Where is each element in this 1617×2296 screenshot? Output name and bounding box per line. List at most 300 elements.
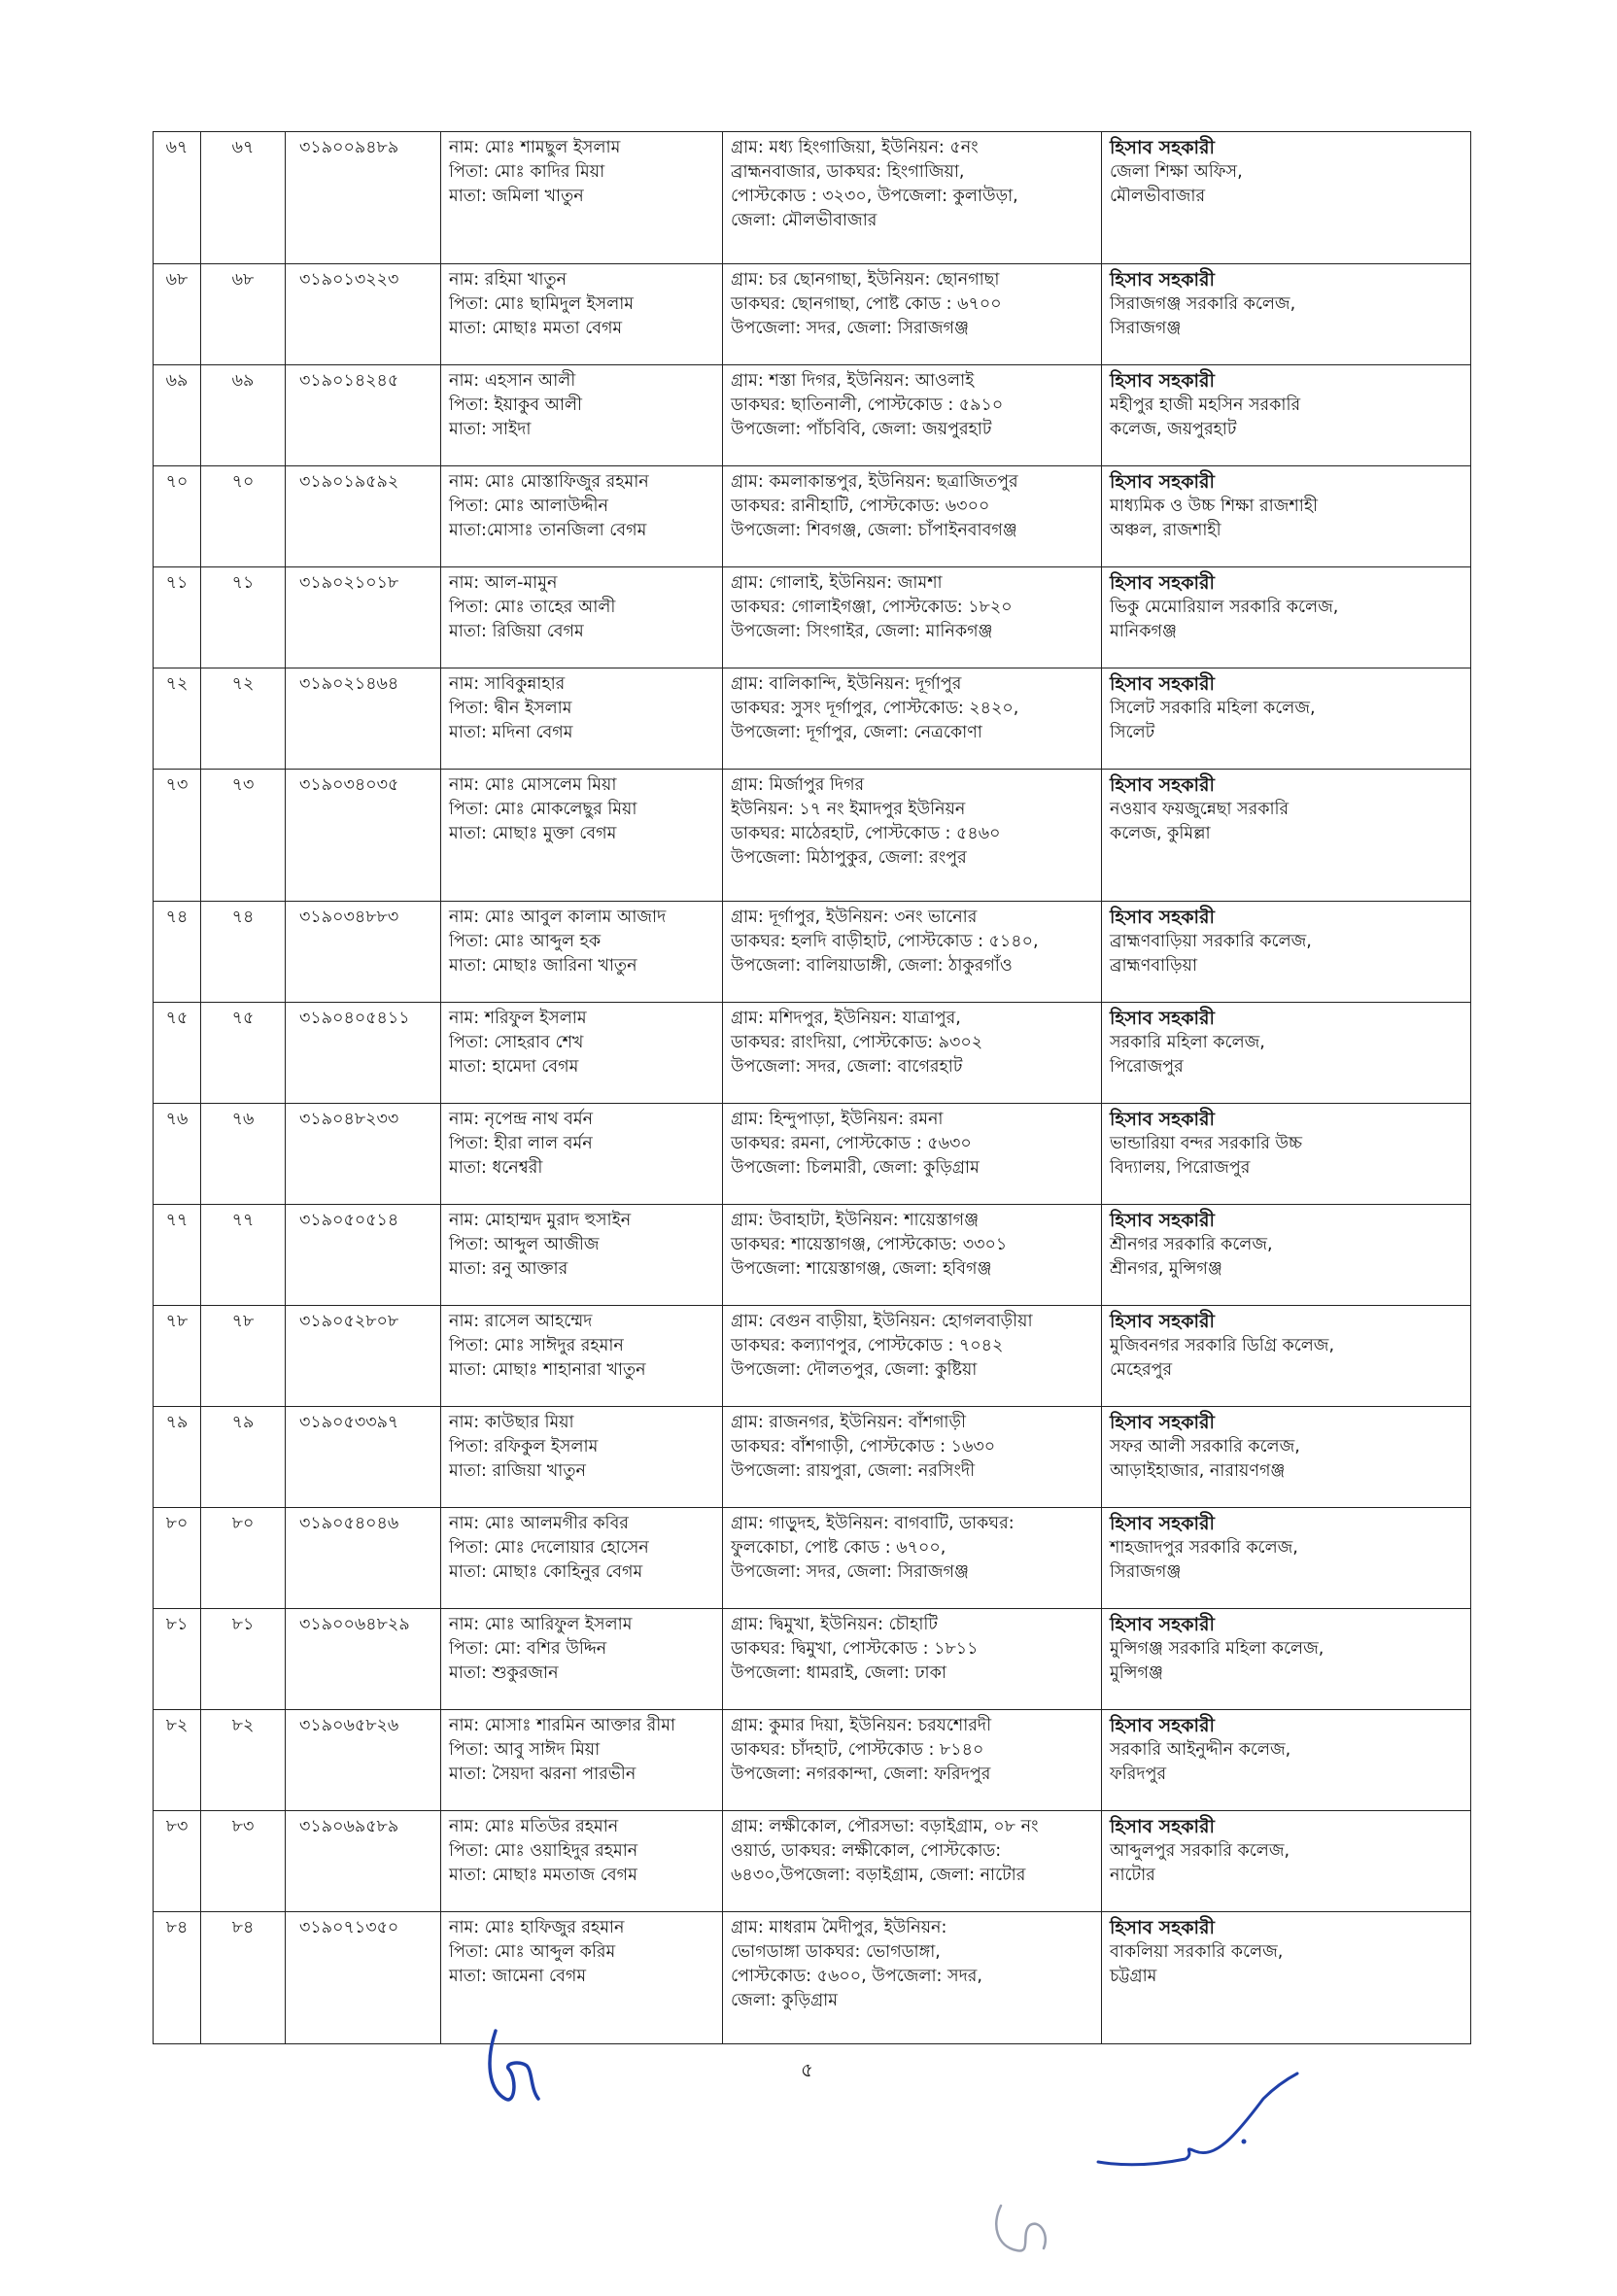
address-line: ডাকঘর: বাঁশগাড়ী, পোস্টকোড : ১৬৩০: [731, 1437, 996, 1456]
serial-cell: [154, 770, 201, 902]
office-line: কলেজ, কুমিল্লা: [1110, 824, 1211, 843]
roll-number: ৮০: [231, 1514, 255, 1533]
person-line: নাম: রহিমা খাতুন: [449, 270, 568, 290]
post-cell: [1102, 770, 1471, 902]
person-line: নাম: আল-মামুন: [449, 573, 558, 593]
post-title: হিসাব সহকারী: [1110, 471, 1215, 493]
post-title: হিসাব সহকারী: [1110, 1715, 1215, 1736]
roll-cell: [201, 1205, 286, 1306]
table-row: [154, 264, 1471, 365]
post-cell: [1102, 1407, 1471, 1508]
person-line: মাতা: সাইদা: [449, 420, 532, 439]
person-line: পিতা: মোঃ ওয়াহিদুর রহমান: [449, 1841, 638, 1861]
roll-number: ৮১: [231, 1615, 255, 1634]
post-title: হিসাব সহকারী: [1110, 1412, 1215, 1433]
roll-number: ৭০: [231, 472, 255, 492]
post-title: হিসাব সহকারী: [1110, 673, 1215, 695]
post-title: হিসাব সহকারী: [1110, 1816, 1215, 1837]
address-line: উপজেলা: ধামরাই, জেলা: ঢাকা: [731, 1663, 946, 1683]
registration-id: ৩১৯০৪০৫৪১১: [299, 1009, 410, 1028]
roll-number: ৮২: [231, 1716, 255, 1735]
serial-cell: [154, 466, 201, 567]
address-cell: [723, 902, 1102, 1003]
signature-left: [476, 2021, 554, 2108]
address-line: গ্রাম: লক্ষীকোল, পৌরসভা: বড়াইগ্রাম, ০৮ নং: [731, 1817, 1039, 1836]
person-line: পিতা: মোঃ তাহের আলী: [449, 598, 616, 617]
id-cell: [286, 1912, 441, 2044]
candidate-table-body: [154, 132, 1471, 2044]
candidate-table: [153, 131, 1471, 2044]
person-line: পিতা: দ্বীন ইসলাম: [449, 699, 572, 718]
office-line: নাটোর: [1110, 1866, 1155, 1885]
post-title: হিসাব সহকারী: [1110, 572, 1215, 594]
roll-number: ৭৪: [231, 908, 255, 927]
person-line: পিতা: মোঃ আব্দুল করিম: [449, 1942, 616, 1962]
address-line: গ্রাম: দূর্গাপুর, ইউনিয়ন: ৩নং ভানোর: [731, 908, 978, 927]
serial-cell: [154, 902, 201, 1003]
post-title: হিসাব সহকারী: [1110, 1917, 1215, 1938]
table-row: [154, 1710, 1471, 1811]
address-line: উপজেলা: নগরকান্দা, জেলা: ফরিদপুর: [731, 1765, 991, 1784]
roll-cell: [201, 668, 286, 770]
table-row: [154, 466, 1471, 567]
address-line: ডাকঘর: হলদি বাড়ীহাট, পোস্টকোড : ৫১৪০,: [731, 932, 1039, 951]
address-cell: [723, 1508, 1102, 1609]
roll-cell: [201, 1811, 286, 1912]
address-line: গ্রাম: দ্বিমুখা, ইউনিয়ন: চৌহাটি: [731, 1615, 938, 1634]
roll-cell: [201, 466, 286, 567]
address-line: ব্রাহ্মনবাজার, ডাকঘর: হিংগাজিয়া,: [731, 162, 965, 182]
serial-number: ৬৯: [165, 371, 189, 391]
person-cell: [441, 1609, 723, 1710]
table-row: [154, 1205, 1471, 1306]
person-cell: [441, 567, 723, 668]
roll-number: ৭৬: [231, 1110, 255, 1129]
id-cell: [286, 1104, 441, 1205]
serial-cell: [154, 1104, 201, 1205]
person-line: নাম: নৃপেন্দ্র নাথ বর্মন: [449, 1110, 594, 1129]
serial-number: ৭৮: [165, 1312, 189, 1331]
person-cell: [441, 1811, 723, 1912]
address-line: গ্রাম: মাধরাম মৈদীপুর, ইউনিয়ন:: [731, 1918, 947, 1937]
person-line: নাম: মোঃ আবুল কালাম আজাদ: [449, 908, 667, 927]
person-line: পিতা: মো: বশির উদ্দিন: [449, 1639, 607, 1659]
address-cell: [723, 1003, 1102, 1104]
office-line: সরকারি মহিলা কলেজ,: [1110, 1033, 1265, 1052]
address-line: উপজেলা: চিলমারী, জেলা: কুড়িগ্রাম: [731, 1158, 980, 1178]
address-line: উপজেলা: দূর্গাপুর, জেলা: নেত্রকোণা: [731, 723, 982, 742]
office-line: আব্দুলপুর সরকারি কলেজ,: [1110, 1841, 1290, 1861]
person-cell: [441, 264, 723, 365]
address-line: ডাকঘর: রানীহাটি, পোস্টকোড: ৬৩০০: [731, 497, 990, 516]
id-cell: [286, 365, 441, 466]
registration-id: ৩১৯০২১৪৬৪: [299, 674, 399, 694]
address-line: গ্রাম: শস্তা দিগর, ইউনিয়ন: আওলাই: [731, 371, 975, 391]
serial-cell: [154, 1912, 201, 2044]
person-line: পিতা: সোহরাব শেখ: [449, 1033, 584, 1052]
post-cell: [1102, 466, 1471, 567]
table-row: [154, 1811, 1471, 1912]
address-line: গ্রাম: মধ্য হিংগাজিয়া, ইউনিয়ন: ৫নং: [731, 138, 979, 157]
address-cell: [723, 770, 1102, 902]
office-line: মুন্সিগঞ্জ সরকারি মহিলা কলেজ,: [1110, 1639, 1325, 1659]
person-line: মাতা: হামেদা বেগম: [449, 1057, 579, 1077]
table-row: [154, 1407, 1471, 1508]
address-cell: [723, 1912, 1102, 2044]
roll-cell: [201, 264, 286, 365]
address-cell: [723, 1609, 1102, 1710]
person-line: নাম: মোহাম্মদ মুরাদ হুসাইন: [449, 1211, 632, 1230]
person-cell: [441, 466, 723, 567]
page-number: ৫: [801, 2058, 813, 2081]
person-line: মাতা: রাজিয়া খাতুন: [449, 1461, 586, 1481]
id-cell: [286, 567, 441, 668]
id-cell: [286, 902, 441, 1003]
post-cell: [1102, 365, 1471, 466]
address-cell: [723, 567, 1102, 668]
office-line: মহীপুর হাজী মহসিন সরকারি: [1110, 395, 1301, 415]
person-cell: [441, 1508, 723, 1609]
person-line: মাতা: সৈয়দা ঝরনা পারভীন: [449, 1765, 636, 1784]
address-cell: [723, 668, 1102, 770]
address-cell: [723, 1104, 1102, 1205]
registration-id: ৩১৯০৬৯৫৮৯: [299, 1817, 399, 1836]
person-line: পিতা: মোঃ আব্দুল হক: [449, 932, 602, 951]
address-line: ডাকঘর: গোলাইগঞ্জা, পোস্টকোড: ১৮২০: [731, 598, 1013, 617]
post-cell: [1102, 902, 1471, 1003]
table-row: [154, 770, 1471, 902]
person-line: পিতা: আব্দুল আজীজ: [449, 1235, 600, 1254]
office-line: পিরোজপুর: [1110, 1057, 1184, 1077]
address-line: পোস্টকোড: ৫৬০০, উপজেলা: সদর,: [731, 1967, 982, 1986]
roll-number: ৭৩: [231, 775, 255, 795]
signature-faint: [981, 2186, 1069, 2264]
person-line: মাতা: শুকুরজান: [449, 1663, 559, 1683]
person-line: নাম: মোঃ শামছুল ইসলাম: [449, 138, 621, 157]
address-line: ফুলকোচা, পোষ্ট কোড : ৬৭০০,: [731, 1538, 946, 1558]
post-cell: [1102, 1003, 1471, 1104]
office-line: বাকলিয়া সরকারি কলেজ,: [1110, 1942, 1284, 1962]
post-cell: [1102, 668, 1471, 770]
office-line: সিলেট সরকারি মহিলা কলেজ,: [1110, 699, 1316, 718]
post-cell: [1102, 264, 1471, 365]
table-row: [154, 1508, 1471, 1609]
registration-id: ৩১৯০৩৪৮৮৩: [299, 908, 399, 927]
person-cell: [441, 132, 723, 264]
office-line: নওয়াব ফয়জুন্নেছা সরকারি: [1110, 800, 1290, 819]
registration-id: ৩১৯০৬৫৮২৬: [299, 1716, 399, 1735]
roll-number: ৭১: [231, 573, 255, 593]
address-line: উপজেলা: সদর, জেলা: সিরাজগঞ্জ: [731, 1562, 969, 1582]
roll-number: ৭৭: [231, 1211, 255, 1230]
address-line: ওয়ার্ড, ডাকঘর: লক্ষীকোল, পোস্টকোড:: [731, 1841, 1002, 1861]
registration-id: ৩১৯০১৩২২৩: [299, 270, 399, 290]
post-title: হিসাব সহকারী: [1110, 1311, 1215, 1332]
registration-id: ৩১৯০০৬৪৮২৯: [299, 1615, 410, 1634]
office-line: মুন্সিগঞ্জ: [1110, 1663, 1163, 1683]
person-line: মাতা: জামেনা বেগম: [449, 1967, 587, 1986]
person-line: পিতা: মোঃ সাঈদুর রহমান: [449, 1336, 624, 1355]
person-line: নাম: মোঃ আরিফুল ইসলাম: [449, 1615, 633, 1634]
roll-cell: [201, 902, 286, 1003]
address-line: উপজেলা: সদর, জেলা: সিরাজগঞ্জ: [731, 319, 969, 338]
person-line: মাতা: মোছাঃ কোহিনুর বেগম: [449, 1562, 643, 1582]
roll-number: ৭৯: [231, 1413, 255, 1432]
roll-cell: [201, 365, 286, 466]
serial-number: ৭৬: [165, 1110, 189, 1129]
roll-cell: [201, 1407, 286, 1508]
person-cell: [441, 1104, 723, 1205]
serial-number: ৭৩: [165, 775, 189, 795]
person-cell: [441, 1306, 723, 1407]
serial-number: ৮২: [165, 1716, 189, 1735]
roll-number: ৭৮: [231, 1312, 255, 1331]
post-cell: [1102, 1609, 1471, 1710]
office-line: সিলেট: [1110, 723, 1155, 742]
person-line: নাম: মোঃ মোস্তাফিজুর রহমান: [449, 472, 649, 492]
address-cell: [723, 365, 1102, 466]
serial-cell: [154, 1508, 201, 1609]
table-row: [154, 1003, 1471, 1104]
table-row: [154, 1912, 1471, 2044]
address-line: ডাকঘর: মাঠেরহাট, পোস্টকোড : ৫৪৬০: [731, 824, 1001, 843]
serial-number: ৮৩: [165, 1817, 189, 1836]
address-line: গ্রাম: হিন্দুপাড়া, ইউনিয়ন: রমনা: [731, 1110, 944, 1129]
person-line: নাম: শরিফুল ইসলাম: [449, 1009, 587, 1028]
office-line: অঞ্চল, রাজশাহী: [1110, 521, 1221, 540]
serial-number: ৬৮: [165, 270, 189, 290]
id-cell: [286, 1609, 441, 1710]
post-cell: [1102, 567, 1471, 668]
address-line: উপজেলা: দৌলতপুর, জেলা: কুষ্টিয়া: [731, 1360, 978, 1380]
id-cell: [286, 264, 441, 365]
registration-id: ৩১৯০৫০৫১৪: [299, 1211, 399, 1230]
registration-id: ৩১৯০০৯৪৮৯: [299, 138, 399, 157]
roll-cell: [201, 567, 286, 668]
serial-cell: [154, 365, 201, 466]
serial-number: ৭০: [165, 472, 189, 492]
address-line: ডাকঘর: শায়েস্তাগঞ্জ, পোস্টকোড: ৩৩০১: [731, 1235, 1008, 1254]
id-cell: [286, 1407, 441, 1508]
address-line: ডাকঘর: ছাতিনালী, পোস্টকোড : ৫৯১০: [731, 395, 1004, 415]
roll-cell: [201, 1508, 286, 1609]
serial-number: ৭৪: [165, 908, 189, 927]
person-line: নাম: সাবিকুন্নাহার: [449, 674, 566, 694]
person-line: নাম: মোঃ মোসলেম মিয়া: [449, 775, 617, 795]
roll-cell: [201, 1912, 286, 2044]
address-line: গ্রাম: গোলাই, ইউনিয়ন: জামশা: [731, 573, 943, 593]
address-line: উপজেলা: পাঁচবিবি, জেলা: জয়পুরহাট: [731, 420, 992, 439]
office-line: কলেজ, জয়পুরহাট: [1110, 420, 1237, 439]
serial-number: ৭৯: [165, 1413, 189, 1432]
post-cell: [1102, 1811, 1471, 1912]
person-line: নাম: রাসেল আহম্মেদ: [449, 1312, 593, 1331]
serial-cell: [154, 1003, 201, 1104]
table-row: [154, 567, 1471, 668]
roll-number: ৬৯: [231, 371, 255, 391]
post-cell: [1102, 1306, 1471, 1407]
id-cell: [286, 1508, 441, 1609]
office-line: জেলা শিক্ষা অফিস,: [1110, 162, 1243, 182]
post-title: হিসাব সহকারী: [1110, 907, 1215, 928]
person-line: মাতা: মোছাঃ জারিনা খাতুন: [449, 956, 637, 976]
registration-id: ৩১৯০১৯৫৯২: [299, 472, 399, 492]
office-line: মানিকগঞ্জ: [1110, 622, 1177, 641]
post-title: হিসাব সহকারী: [1110, 269, 1215, 291]
person-line: নাম: মোঃ মতিউর রহমান: [449, 1817, 619, 1836]
person-line: মাতা: রনু আক্তার: [449, 1259, 568, 1279]
table-row: [154, 132, 1471, 264]
serial-number: ৮৪: [165, 1918, 189, 1937]
office-line: ফরিদপুর: [1110, 1765, 1167, 1784]
office-line: সিরাজগঞ্জ: [1110, 319, 1182, 338]
address-cell: [723, 466, 1102, 567]
person-line: পিতা: রফিকুল ইসলাম: [449, 1437, 599, 1456]
id-cell: [286, 1811, 441, 1912]
address-line: গ্রাম: বালিকান্দি, ইউনিয়ন: দূর্গাপুর: [731, 674, 962, 694]
address-line: ভোগডাঙ্গা ডাকঘর: ভোগডাঙ্গা,: [731, 1942, 941, 1962]
serial-number: ৬৭: [165, 138, 189, 157]
address-line: ডাকঘর: রাংদিয়া, পোস্টকোড: ৯৩০২: [731, 1033, 983, 1052]
office-line: চট্টগ্রাম: [1110, 1967, 1157, 1986]
address-line: গ্রাম: চর ছোনগাছা, ইউনিয়ন: ছোনগাছা: [731, 270, 1000, 290]
post-title: হিসাব সহকারী: [1110, 1614, 1215, 1635]
post-cell: [1102, 1104, 1471, 1205]
roll-number: ৮৪: [231, 1918, 255, 1937]
person-line: নাম: মোঃ আলমগীর কবির: [449, 1514, 629, 1533]
roll-number: ৬৭: [231, 138, 255, 157]
registration-id: ৩১৯০৭১৩৫০: [299, 1918, 399, 1937]
roll-number: ৭২: [231, 674, 255, 694]
table-row: [154, 1609, 1471, 1710]
office-line: আড়াইহাজার, নারায়ণগঞ্জ: [1110, 1461, 1286, 1481]
table-row: [154, 668, 1471, 770]
serial-cell: [154, 132, 201, 264]
address-line: গ্রাম: কুমার দিয়া, ইউনিয়ন: চরযশোরদী: [731, 1716, 992, 1735]
person-line: নাম: মোঃ হাফিজুর রহমান: [449, 1918, 625, 1937]
address-line: উপজেলা: শিবগঞ্জ, জেলা: চাঁপাইনবাবগঞ্জ: [731, 521, 1017, 540]
person-line: পিতা: মোঃ মোকলেছুর মিয়া: [449, 800, 637, 819]
registration-id: ৩১৯০৪৮২৩৩: [299, 1110, 399, 1129]
person-line: পিতা: মোঃ কাদির মিয়া: [449, 162, 605, 182]
person-line: মাতা: রিজিয়া বেগম: [449, 622, 584, 641]
person-line: পিতা: মোঃ দেলোয়ার হোসেন: [449, 1538, 649, 1558]
person-line: পিতা: আবু সাঈদ মিয়া: [449, 1740, 601, 1760]
roll-cell: [201, 1104, 286, 1205]
roll-number: ৬৮: [231, 270, 255, 290]
address-line: জেলা: মৌলভীবাজার: [731, 211, 877, 230]
address-line: ডাকঘর: সুসং দূর্গাপুর, পোস্টকোড: ২৪২০,: [731, 699, 1019, 718]
id-cell: [286, 1205, 441, 1306]
serial-cell: [154, 1609, 201, 1710]
address-line: উপজেলা: বালিয়াডাঙ্গী, জেলা: ঠাকুরগাঁও: [731, 956, 1013, 976]
address-line: গ্রাম: রাজনগর, ইউনিয়ন: বাঁশগাড়ী: [731, 1413, 966, 1432]
person-line: মাতা: মোছাঃ মুক্তা বেগম: [449, 824, 617, 843]
post-title: হিসাব সহকারী: [1110, 1008, 1215, 1029]
id-cell: [286, 1003, 441, 1104]
address-line: গ্রাম: মশিদপুর, ইউনিয়ন: যাত্রাপুর,: [731, 1009, 961, 1028]
post-cell: [1102, 132, 1471, 264]
address-line: ইউনিয়ন: ১৭ নং ইমাদপুর ইউনিয়ন: [731, 800, 966, 819]
person-line: নাম: এহসান আলী: [449, 371, 576, 391]
table-row: [154, 1306, 1471, 1407]
post-title: হিসাব সহকারী: [1110, 1513, 1215, 1534]
person-line: মাতা: মোছাঃ মমতাজ বেগম: [449, 1866, 637, 1885]
office-line: ব্রাহ্মণবাড়িয়া সরকারি কলেজ,: [1110, 932, 1312, 951]
serial-cell: [154, 1710, 201, 1811]
person-cell: [441, 770, 723, 902]
address-line: ডাকঘর: রমনা, পোস্টকোড : ৫৬৩০: [731, 1134, 972, 1153]
id-cell: [286, 668, 441, 770]
roll-cell: [201, 1609, 286, 1710]
id-cell: [286, 1710, 441, 1811]
registration-id: ৩১৯০১৪২৪৫: [299, 371, 399, 391]
office-line: শ্রীনগর সরকারি কলেজ,: [1110, 1235, 1273, 1254]
roll-number: ৭৫: [231, 1009, 255, 1028]
table-row: [154, 365, 1471, 466]
office-line: মৌলভীবাজার: [1110, 187, 1206, 206]
roll-number: ৮৩: [231, 1817, 255, 1836]
serial-number: ৮০: [165, 1514, 189, 1533]
address-line: গ্রাম: মির্জাপুর দিগর: [731, 775, 865, 795]
address-line: উপজেলা: শায়েস্তাগঞ্জ, জেলা: হবিগঞ্জ: [731, 1259, 992, 1279]
serial-cell: [154, 668, 201, 770]
person-cell: [441, 668, 723, 770]
address-line: জেলা: কুড়িগ্রাম: [731, 1991, 838, 2010]
address-cell: [723, 264, 1102, 365]
person-cell: [441, 365, 723, 466]
address-cell: [723, 1710, 1102, 1811]
post-title: হিসাব সহকারী: [1110, 1210, 1215, 1231]
person-line: মাতা: মোছাঃ শাহানারা খাতুন: [449, 1360, 646, 1380]
office-line: মাধ্যমিক ও উচ্চ শিক্ষা রাজশাহী: [1110, 497, 1319, 516]
office-line: সিরাজগঞ্জ: [1110, 1562, 1182, 1582]
id-cell: [286, 466, 441, 567]
post-cell: [1102, 1205, 1471, 1306]
address-cell: [723, 1205, 1102, 1306]
id-cell: [286, 1306, 441, 1407]
person-line: মাতা: জমিলা খাতুন: [449, 187, 584, 206]
person-line: মাতা: ধনেশ্বরী: [449, 1158, 543, 1178]
office-line: সরকারি আইনুদ্দীন কলেজ,: [1110, 1740, 1291, 1760]
address-line: গ্রাম: কমলাকান্তপুর, ইউনিয়ন: ছত্রাজিতপুর: [731, 472, 1018, 492]
office-line: শ্রীনগর, মুন্সিগঞ্জ: [1110, 1259, 1222, 1279]
office-line: শাহজাদপুর সরকারি কলেজ,: [1110, 1538, 1298, 1558]
address-line: উপজেলা: মিঠাপুকুর, জেলা: রংপুর: [731, 848, 967, 868]
address-line: উপজেলা: সিংগাইর, জেলা: মানিকগঞ্জ: [731, 622, 993, 641]
roll-cell: [201, 1003, 286, 1104]
address-cell: [723, 132, 1102, 264]
office-line: ভিকু মেমোরিয়াল সরকারি কলেজ,: [1110, 598, 1339, 617]
address-cell: [723, 1306, 1102, 1407]
office-line: ব্রাহ্মণবাড়িয়া: [1110, 956, 1198, 976]
person-line: পিতা: মোঃ আলাউদ্দীন: [449, 497, 608, 516]
address-line: পোস্টকোড : ৩২৩০, উপজেলা: কুলাউড়া,: [731, 187, 1018, 206]
post-cell: [1102, 1508, 1471, 1609]
table-row: [154, 1104, 1471, 1205]
serial-number: ৭১: [165, 573, 189, 593]
registration-id: ৩১৯০৫৩৩৯৭: [299, 1413, 399, 1432]
serial-cell: [154, 1407, 201, 1508]
address-line: ডাকঘর: চাঁদহাট, পোস্টকোড : ৮১৪০: [731, 1740, 984, 1760]
roll-cell: [201, 132, 286, 264]
person-line: মাতা: মোছাঃ মমতা বেগম: [449, 319, 623, 338]
serial-number: ৮১: [165, 1615, 189, 1634]
serial-number: ৭৫: [165, 1009, 189, 1028]
person-line: নাম: মোসাঃ শারমিন আক্তার রীমা: [449, 1716, 676, 1735]
office-line: সফর আলী সরকারি কলেজ,: [1110, 1437, 1300, 1456]
serial-cell: [154, 1811, 201, 1912]
